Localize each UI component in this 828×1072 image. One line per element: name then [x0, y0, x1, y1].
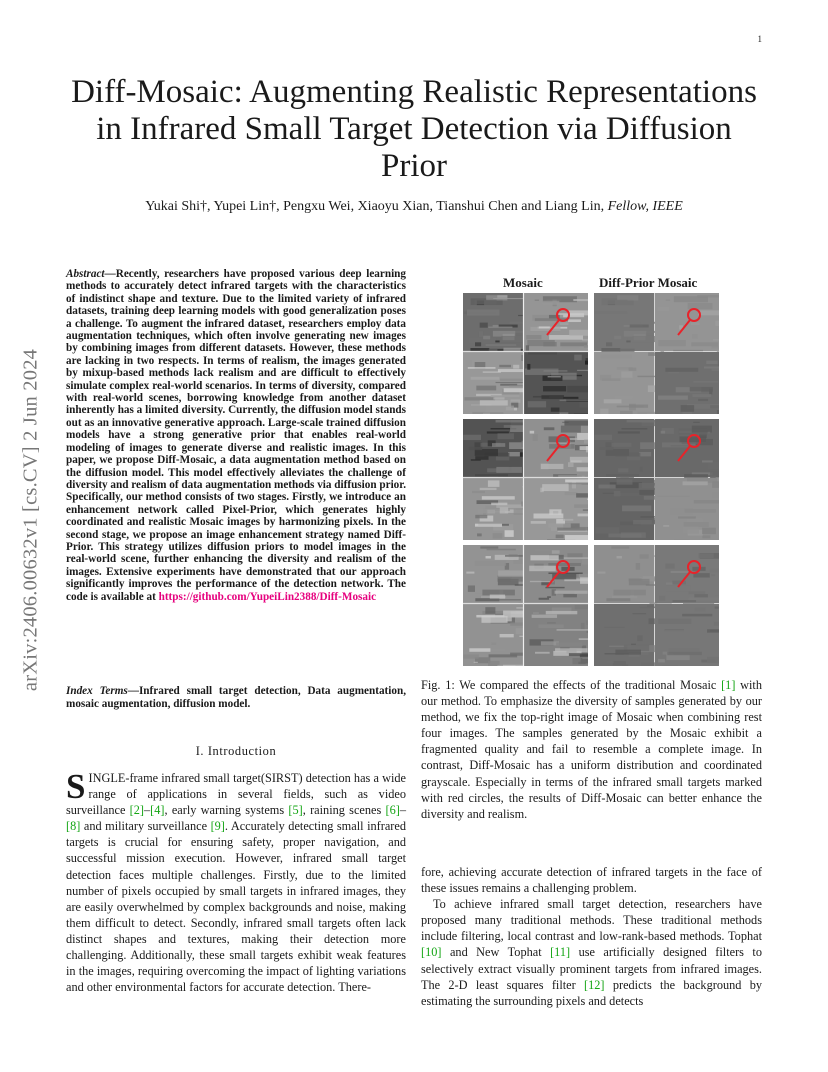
intro-text: , raining scenes [302, 803, 386, 818]
citation-link[interactable]: [6] [385, 803, 400, 818]
arxiv-stamp [14, 300, 48, 740]
index-terms-label: Index Terms [66, 685, 128, 697]
body-text: predicts the background by estimating the surrounding pixels and detects [421, 977, 762, 1008]
paragraph [421, 896, 762, 1009]
right-column-text [421, 864, 762, 1009]
index-terms-text: —Infrared small target detection, Data augmentation, mosaic augmentation, diffusion model. [66, 685, 406, 710]
citation-link[interactable]: [12] [584, 977, 605, 992]
caption-text: Fig. 1: We compared the effects of the traditional Mosaic [421, 678, 722, 692]
drop-cap: S [66, 767, 86, 806]
body-text: use artificially designed filters to selectively extract visually prominent targets from infrared images. The 2-D least squares filter [421, 945, 762, 992]
intro-text: and military surveillance [80, 819, 211, 834]
index-terms [66, 685, 406, 710]
abstract [66, 268, 406, 603]
arxiv-stamp-text: arXiv:2406.00632v1 [cs.CV] 2 Jun 2024 [19, 348, 42, 692]
page-number: 1 [757, 34, 762, 44]
citation-link[interactable]: [9] [210, 819, 225, 834]
author-fellow: Fellow, IEEE [607, 199, 683, 214]
citation-link[interactable]: [8] [66, 819, 81, 834]
citation-link[interactable]: [10] [421, 945, 442, 960]
figure-col-mosaic-label: Mosaic [503, 275, 543, 290]
diffprior-mosaic-panel [594, 419, 719, 540]
intro-paragraph [66, 767, 406, 995]
section-heading-text: I. Introduction [195, 744, 277, 758]
mosaic-panel [463, 545, 588, 666]
figure-col-diffprior-label: Diff-Prior Mosaic [599, 275, 698, 290]
paragraph: fore, achieving accurate detection of infrared targets in the face of these issues remains a challenging problem. [421, 865, 762, 896]
citation-link[interactable]: [11] [550, 945, 571, 960]
abstract-label: Abstract [66, 268, 105, 280]
intro-text: , early warning systems [164, 803, 289, 818]
section-heading [66, 744, 406, 759]
citation-link[interactable]: [4] [150, 803, 165, 818]
figure-caption [421, 677, 762, 822]
caption-text: with our method. To emphasize the diversity of samples generated by our method, we fix the top-right image of Mosaic when combining rest four images. The samples generated by the Mosaic exhibit a fragmented quality and fail to resemble a complete image. In contrast, Diff-Mosaic has a uniform distribution and coordinated grayscale. Especially in terms of the infrared small targets marked with red circles, the results of Diff-Mosaic can better enhance the diversity and realism. [421, 678, 762, 821]
code-link[interactable]: https://github.com/YupeiLin2388/Diff-Mosaic [158, 590, 377, 603]
citation-link[interactable]: [5] [288, 803, 303, 818]
mosaic-panel [463, 293, 588, 414]
abstract-text: —Recently, researchers have proposed various deep learning methods to accurately detect infrared targets with the characteristics of indistinct shape and texture. Due to the limited variety of infrared datasets, training deep learning models with good generalization poses a challenge. To augment the infrared dataset, researchers employ data augmentation techniques, which often involve generating new images by combining images from different datasets. However, these methods are lacking in two respects. In terms of realism, the images generated by mixup-based methods lack realism and are difficult to effectively simulate complex real-world scenarios. In terms of diversity, compared with real-world scenes, borrowing knowledge from another dataset inherently has a limited diversity. Currently, the diffusion model stands out as an innovative generative approach. Large-scale trained diffusion models have a strong generative prior that enables real-world modeling of images to generate diverse and realistic images. In this paper, we propose Diff-Mosaic, a data augmentation method based on the diffusion model. This model effectively alleviates the challenge of diversity and realism of data augmentation methods via diffusion prior. Specifically, our method consists of two stages. Firstly, we introduce an enhancement network called Pixel-Prior, which generates highly coordinated and realistic Mosaic images by harmonizing pixels. In the second stage, we propose an image enhancement strategy named Diff-Prior. This strategy utilizes diffusion priors to model images in the real-world scene, further enhancing the diversity and realism of the images. Extensive experiments have demonstrated that our approach significantly improves the performance of the detection network. The code is available at [66, 268, 406, 603]
paper-title: Diff-Mosaic: Augmenting Realistic Representations in Infrared Small Target Detection via Diffusion Prior [71, 74, 757, 184]
intro-text: . Accurately detecting small infrared targets is crucial for ensuring safety, proper navigation, and successful mission execution. However, infrared small target detection faces multiple challenges. Firstly, due to the limited number of pixels occupied by small targets in infrared images, they are easily overwhelmed by complex backgrounds and noise, making them difficult to detect. Secondly, infrared small targets often lack distinct shapes and textures, making their detection more challenging. Additionally, these small targets exhibit weak features in the images, requiring overcoming the impact of lighting variations and other environmental factors for accurate detection. There- [66, 819, 406, 995]
author-names: Yukai Shi†, Yupei Lin†, Pengxu Wei, Xiaoyu Xian, Tianshui Chen and Liang Lin, [145, 199, 605, 214]
citation-link[interactable]: [2] [129, 803, 145, 818]
author-list [60, 199, 768, 215]
body-text: and New Tophat [441, 945, 551, 960]
intro-text: INGLE-frame infrared small target(SIRST) detection has a wide range of applications in several fields, such as video surveillance [66, 771, 406, 818]
body-text: To achieve infrared small target detection, researchers have proposed many traditional methods. These traditional methods include filtering, local contrast and low-rank-based methods. Tophat [421, 897, 762, 944]
citation-link[interactable]: [1] [721, 678, 736, 692]
figure-1 [463, 273, 723, 663]
diffprior-mosaic-panel [594, 293, 719, 414]
intro-text: – [144, 803, 151, 818]
diffprior-mosaic-panel [594, 545, 719, 666]
intro-text: – [399, 803, 406, 818]
mosaic-panel [463, 419, 588, 540]
